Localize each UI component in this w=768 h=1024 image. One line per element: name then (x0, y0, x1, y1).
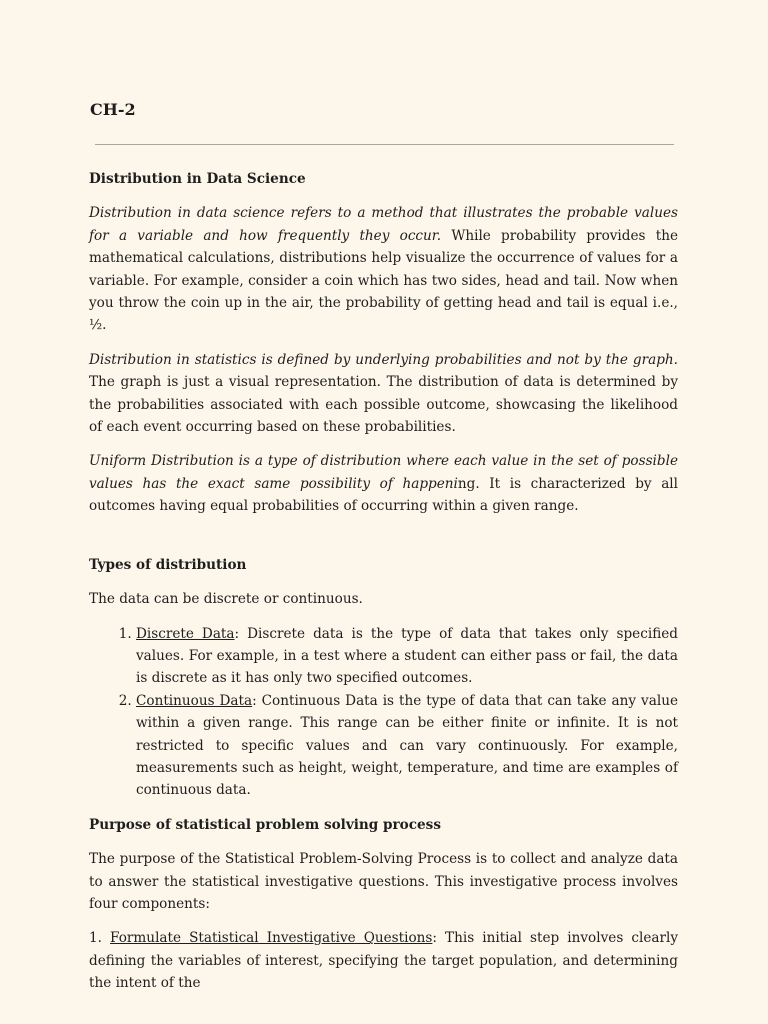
paragraph-text: The graph is just a visual representation. The distribution of data is determined by the probabilities associated with each possible outcome, showcasing the likelihood of each event occurring based on these probabilities. (89, 374, 678, 436)
document-body (89, 168, 678, 1007)
list-item-continuous (136, 690, 678, 802)
paragraph-distribution-statistics (89, 349, 678, 439)
italic-definition: Distribution in data science refers to a method that illustrates the probable values for a variable and how frequently they occur. (89, 205, 678, 244)
section-heading-types: Types of distribution (89, 556, 247, 573)
term-discrete-data: Discrete Data (136, 625, 235, 642)
term-formulate-questions: Formulate Statistical Investigative Questions (110, 930, 433, 947)
paragraph-uniform-distribution (89, 450, 678, 517)
list-item-discrete (136, 623, 678, 690)
paragraph-distribution-definition (89, 202, 678, 336)
italic-definition: Distribution in statistics is defined by underlying probabilities and not by the graph. (89, 351, 678, 368)
paragraph-text: ng. It is characterized by all outcomes having equal probabilities of occurring within a given range. (89, 475, 679, 515)
chapter-title: CH-2 (90, 100, 136, 119)
paragraph-text: While probability provides the mathematical calculations, distributions help visualize the occurrence of values for a variable. For example, consider a coin which has two sides, head and tail. Now when you throw the coin up in the air, the probability of getting head and tail is equal i.e., ½. (89, 227, 678, 334)
paragraph-purpose: The purpose of the Statistical Problem-Solving Process is to collect and analyze data to answer the statistical investigative questions. This investigative process involves four components: (89, 851, 678, 912)
section-heading-distribution: Distribution in Data Science (89, 171, 306, 187)
step-number: 1. (89, 930, 111, 947)
list-item-text: : Discrete data is the type of data that takes only specified values. For example, in a test where a student can either pass or fail, the data is discrete as it has only two specified outcomes. (136, 625, 679, 687)
list-item-text: : Continuous Data is the type of data that can take any value within a given range. This range can be either finite or infinite. It is not restricted to specific values and can vary continuously. For example, measurements such as height, weight, temperature, and time are examples of continuous data. (136, 692, 678, 799)
section-heading-purpose: Purpose of statistical problem solving process (89, 816, 441, 833)
italic-definition: Uniform Distribution is a type of distribution where each value in the set of possible values has the exact same possibility of happeni (89, 453, 678, 492)
horizontal-rule (95, 144, 674, 145)
paragraph-step-1 (89, 927, 678, 994)
data-types-list (89, 623, 678, 802)
term-continuous-data: Continuous Data (136, 692, 253, 709)
paragraph-types-intro: The data can be discrete or continuous. (89, 591, 363, 608)
step-text: : This initial step involves clearly defining the variables of interest, specifying the target population, and determining the intent of the (89, 930, 678, 992)
